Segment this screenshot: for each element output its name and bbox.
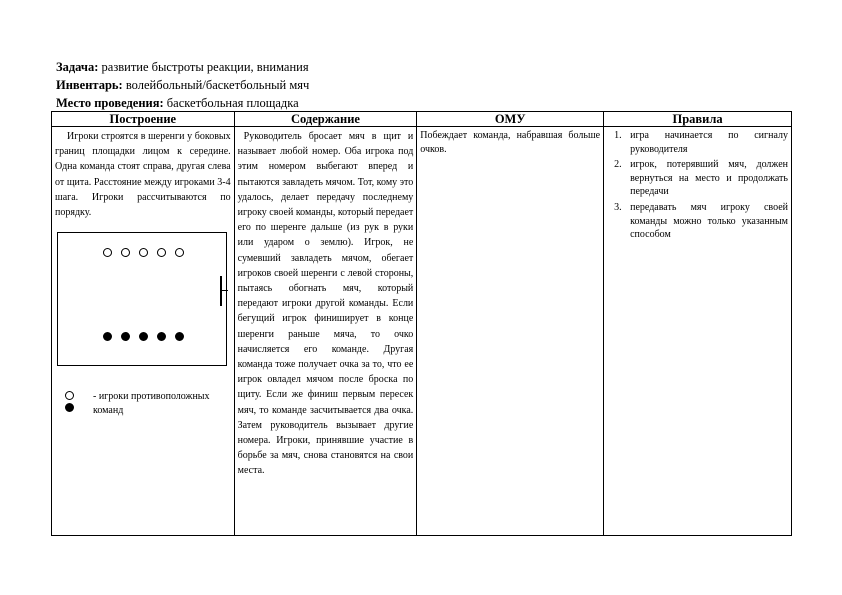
header-omu: ОМУ (417, 112, 604, 127)
task-label: Задача: (56, 60, 99, 74)
task-value: развитие быстроты реакции, внимания (101, 60, 309, 74)
rule-item: 3. передавать мяч игроку своей команды можно только указанным способом (624, 201, 788, 242)
team-top-player-icon (157, 248, 166, 257)
formation-cell (52, 127, 235, 536)
rule-item: 1. игра начинается по сигналу руководителя (624, 129, 788, 156)
game-table (51, 111, 792, 536)
content-cell (234, 127, 417, 536)
omu-text: Побеждает команда, набравшая больше очков. (420, 130, 601, 155)
inventory-value: волейбольный/баскетбольный мяч (125, 78, 310, 92)
rule-item: 2. игрок, потерявший мяч, должен вернуться на место и продолжать передачи (624, 158, 788, 199)
rules-cell (604, 127, 792, 536)
omu-cell (417, 127, 604, 536)
team-bottom-player-icon (103, 332, 112, 341)
team-top-player-icon (103, 248, 112, 257)
place-line (56, 96, 299, 111)
task-line (56, 60, 309, 75)
legend-empty-circle-icon (65, 391, 74, 400)
team-bottom-player-icon (139, 332, 148, 341)
inventory-label: Инвентарь: (56, 78, 123, 92)
legend-text: - игроки противоположных команд (93, 391, 210, 417)
formation-text: Игроки строятся в шеренги у боковых границ площадки лицом к середине. Одна команда стоят справа, другая слева от щита. Расстояние между игроками 3-4 шага. Игроки рассчитываются по порядку. (55, 131, 231, 219)
table-header-row (52, 112, 792, 127)
team-top-player-icon (121, 248, 130, 257)
team-bottom-player-icon (175, 332, 184, 341)
header-formation: Построение (52, 112, 235, 127)
hoop (222, 290, 228, 291)
backboard (220, 276, 222, 306)
rules-list (607, 129, 788, 242)
team-top-player-icon (175, 248, 184, 257)
legend (55, 390, 231, 424)
legend-filled-circle-icon (65, 403, 74, 412)
table-row (52, 127, 792, 536)
content-text: Руководитель бросает мяч в щит и называет любой номер. Оба игрока под этим номером выбегают вперед и пытаются завладеть мячом. Тот, кому это удалось, делает передачу последнему игроку своей команды, который передает его по шеренге дальше (из рук в руки или ударом о землю). Игрок, не сумевший завладеть мячом, обегает игроков своей шеренги с левой стороны, пытаясь обогнать мяч, который передают игроки другой команды. Если бегущий игрок финиширует в конце шеренги раньше мяча, то очко начисляется его команде. Другая команда тоже получает очка за то, что ее игрок овладел мячом после броска по щиту. Если же финиш первым пересек мяч, то команде засчитывается два очка. Затем руководитель вызывает другие номера. Игроки, принявшие участие в борьбе за мяч, снова становятся на свои места. (237, 131, 414, 477)
header-rules: Правила (604, 112, 792, 127)
place-value: баскетбольная площадка (166, 96, 299, 110)
header-content: Содержание (234, 112, 417, 127)
court-diagram (57, 232, 227, 366)
place-label: Место проведения: (56, 96, 164, 110)
team-top-player-icon (139, 248, 148, 257)
team-bottom-player-icon (157, 332, 166, 341)
inventory-line (56, 78, 309, 93)
team-bottom-player-icon (121, 332, 130, 341)
